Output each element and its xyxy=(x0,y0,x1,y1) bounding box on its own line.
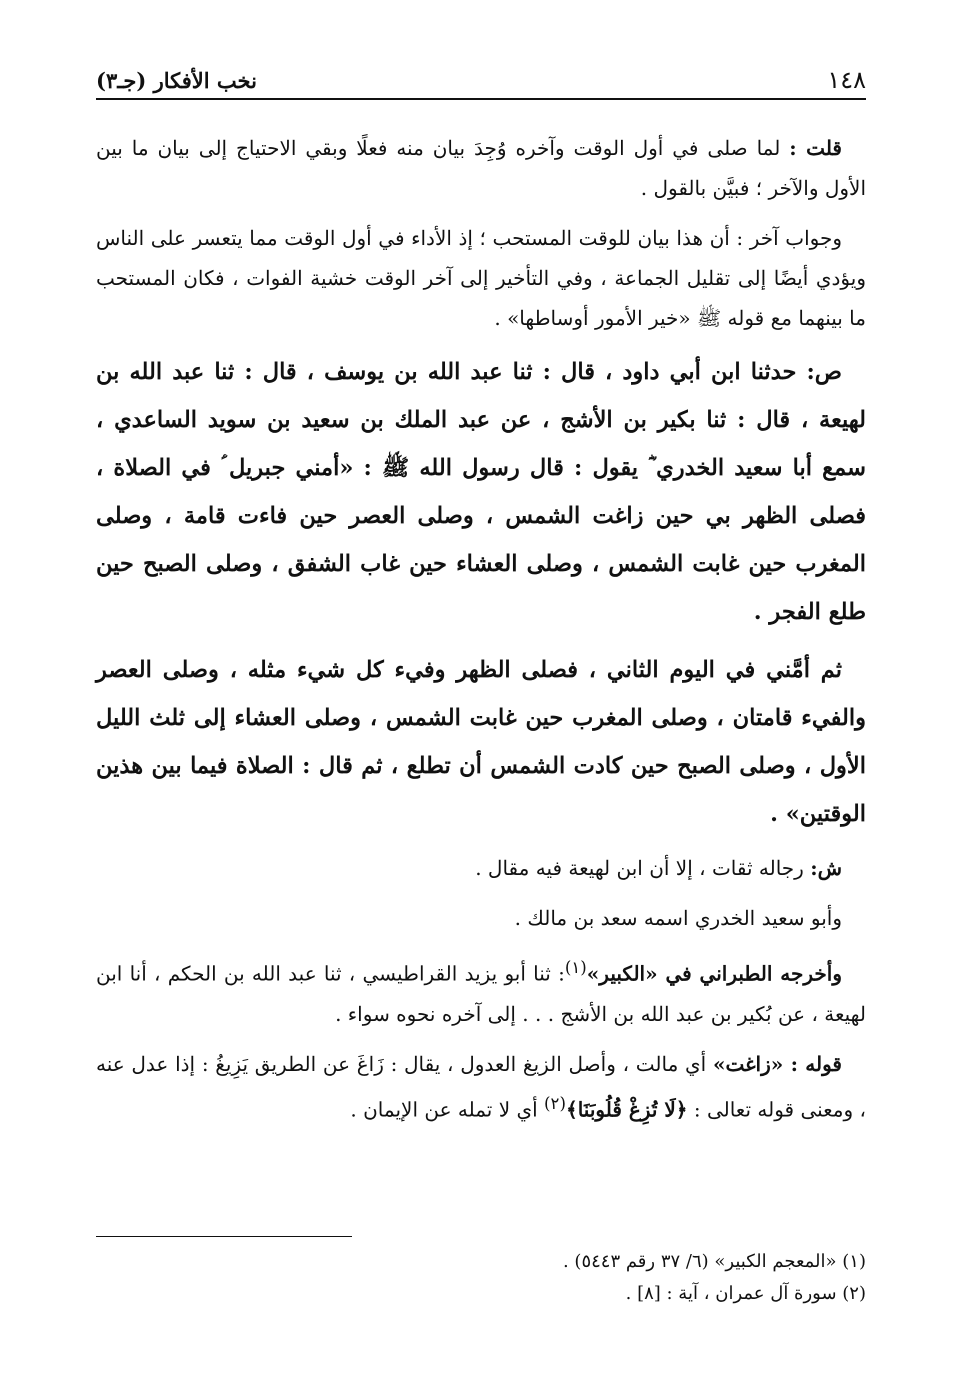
paragraph-text: وأبو سعيد الخدري اسمه سعد بن مالك . xyxy=(514,906,842,930)
quran-quote: ﴿لَا تُزِغْ قُلُوبَنَا﴾ xyxy=(565,1097,688,1122)
paragraph-5 xyxy=(96,848,866,888)
paragraph-3-hadith xyxy=(96,348,866,636)
footnote-ref: (١) xyxy=(564,958,587,977)
paragraph-lead: قوله : «زاغت» xyxy=(712,1051,842,1076)
paragraph-text: أي لا تمله عن الإيمان . xyxy=(350,1097,545,1122)
paragraph-6 xyxy=(96,898,866,938)
page-header xyxy=(96,62,866,100)
paragraph-2 xyxy=(96,218,866,338)
page-body xyxy=(96,128,866,1129)
paragraph-text: ثم أمَّني في اليوم الثاني ، فصلى الظهر وفيء كل شيء مثله ، وصلى العصر والفيء قامتان ، وصلى المغرب حين غابت الشمس ، وصلى العشاء إلى ثلث الليل الأول ، وصلى الصبح حين كادت الشمس أن تطلع ، ثم قال : الصلاة فيما بين هذين الوقتين» . xyxy=(96,657,866,827)
paragraph-8 xyxy=(96,1044,866,1130)
footnotes xyxy=(96,1246,866,1310)
paragraph-text: رجاله ثقات ، إلا أن ابن لهيعة فيه مقال . xyxy=(475,856,811,880)
paragraph-text: ص: حدثنا ابن أبي داود ، قال : ثنا عبد الله بن يوسف ، قال : ثنا عبد الله بن لهيعة ، قال : ثنا بكير بن الأشج ، عن عبد الملك بن سعيد بن سويد الساعدي ، سمع أبا سعيد الخدري ؓ يقول : قال رسول الله ﷺ : «أمني جبريل ؑ في الصلاة ، فصلى الظهر بي حين زاغت الشمس ، وصلى العصر حين فاءت قامة ، وصلى المغرب حين غابت الشمس ، وصلى العشاء حين غاب الشفق ، وصلى الصبح حين طلع الفجر . xyxy=(96,359,866,625)
running-title: نخب الأفكار (جـ٣) xyxy=(96,68,257,93)
paragraph-1 xyxy=(96,128,866,208)
paragraph-lead: ش: xyxy=(810,856,842,880)
footnote-1: (١) «المعجم الكبير» (٦/ ٣٧ رقم ٥٤٤٣) . xyxy=(562,1251,866,1272)
paragraph-4-hadith xyxy=(96,646,866,838)
paragraph-text: : ثنا أبو يزيد القراطيسي ، ثنا عبد الله بن الحكم ، أنا ابن لهيعة ، عن بُكير بن عبد الله بن الأشج . . . إلى آخره نحوه سواء . xyxy=(96,961,866,1026)
paragraph-text: وجواب آخر : أن هذا بيان للوقت المستحب ؛ إذ الأداء في أول الوقت مما يتعسر على الناس ويؤدي أيضًا إلى تقليل الجماعة ، وفي التأخير إلى آخر الوقت خشية الفوات ، فكان المستحب ما بينهما مع قوله ﷺ «خير الأمور أوساطها» . xyxy=(96,226,866,330)
footnote-divider xyxy=(96,1236,352,1237)
paragraph-lead: قلت : xyxy=(789,136,842,160)
paragraph-text: لما صلى في أول الوقت وآخره وُجِدَ بيان منه فعلًا وبقي الاحتياج إلى بيان ما بين الأول والآخر ؛ فبيَّن بالقول . xyxy=(96,136,866,200)
page-number: ١٤٨ xyxy=(827,66,866,94)
paragraph-7 xyxy=(96,948,866,1034)
footnote-2: (٢) سورة آل عمران ، آية : [٨] . xyxy=(625,1283,866,1304)
footnote-ref: (٢) xyxy=(544,1093,566,1113)
book-page xyxy=(96,62,866,1312)
paragraph-text: أي مالت ، وأصل الزيغ العدول ، يقال : زَاغَ عن الطريق يَزِيغُ : إذا عدل عنه ، ومعنى قوله تعالى : xyxy=(96,1051,866,1122)
paragraph-lead: وأخرجه الطبراني في «الكبير» xyxy=(586,961,842,986)
